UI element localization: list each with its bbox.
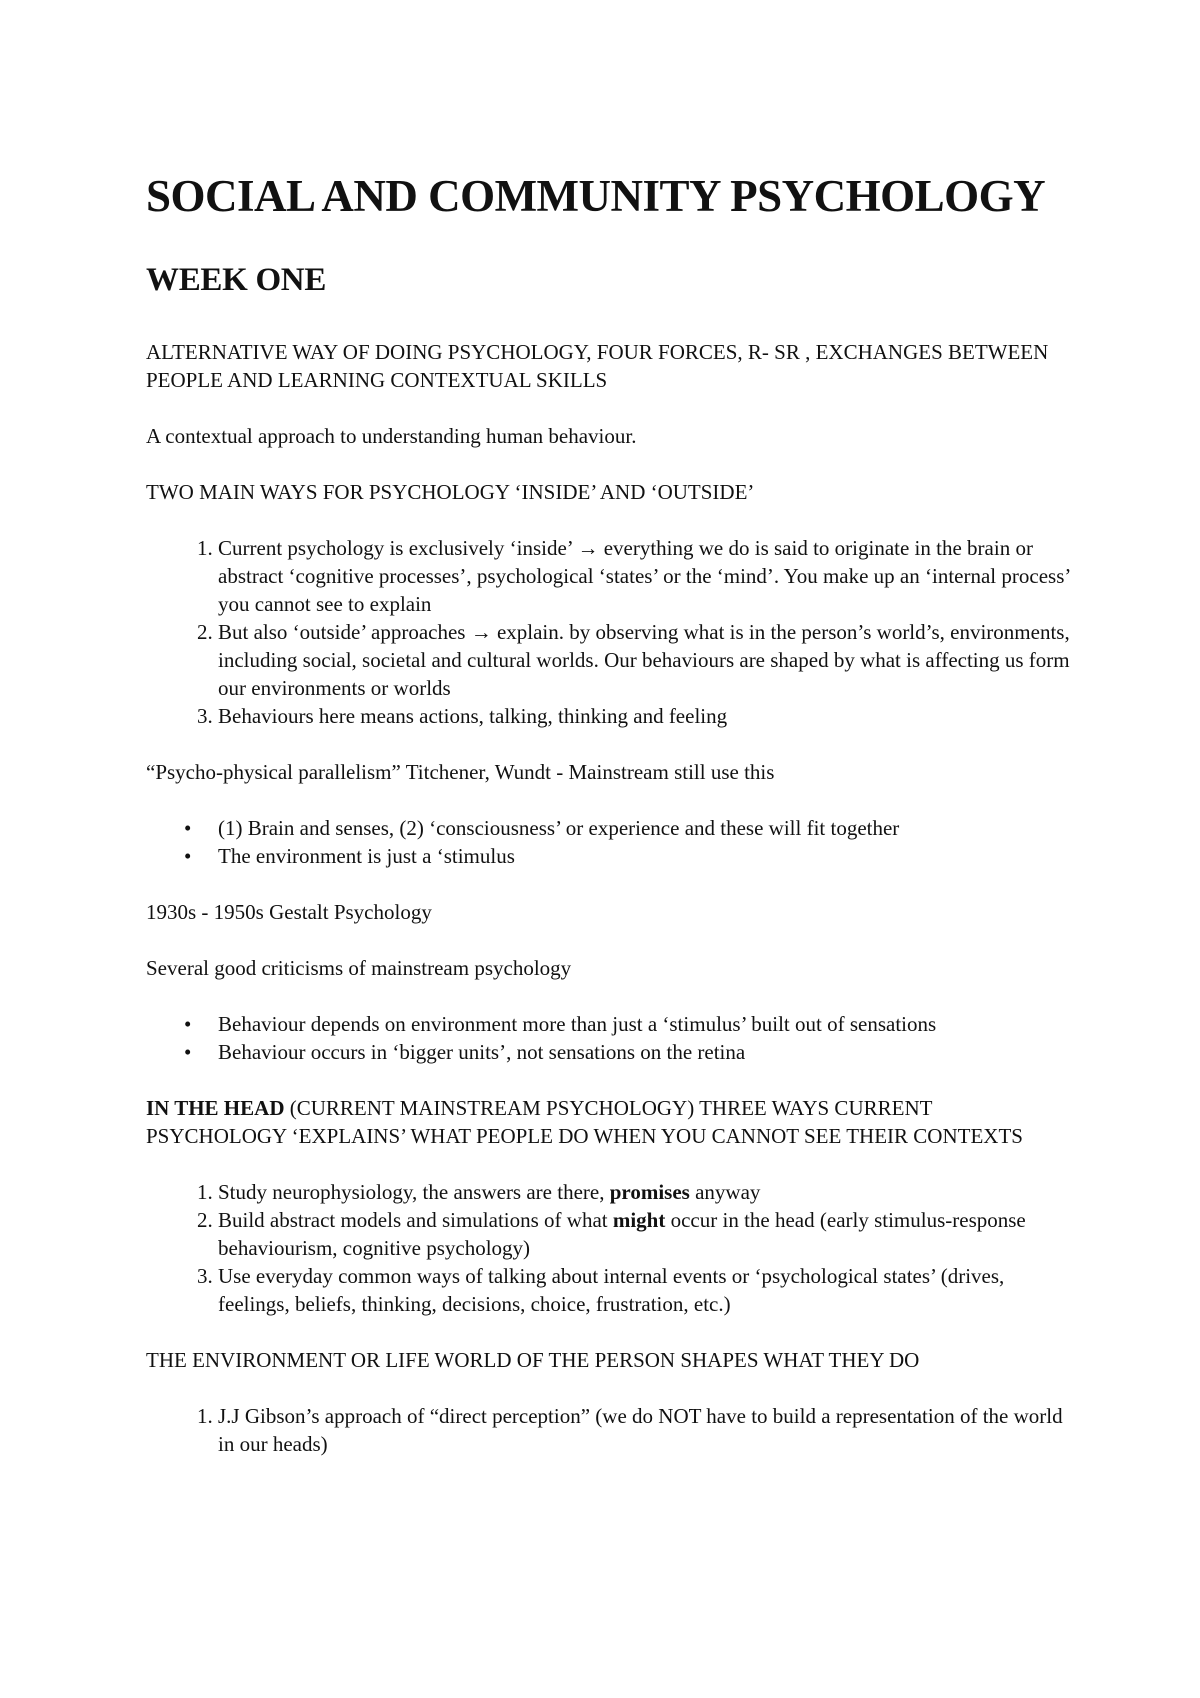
list-item	[184, 1038, 1076, 1066]
document-title: SOCIAL AND COMMUNITY PSYCHOLOGY	[146, 171, 1046, 221]
bullet-icon: •	[184, 1012, 192, 1036]
list-item	[184, 1010, 1076, 1038]
list-item	[218, 1178, 1076, 1206]
list-item	[218, 1206, 1076, 1262]
emphasis-text: promises	[609, 1180, 690, 1204]
document-page	[146, 168, 1076, 1458]
list-item-text: Behaviour depends on environment more than just a ‘stimulus’ built out of sensations	[218, 1012, 937, 1036]
list-item-text: Behaviour occurs in ‘bigger units’, not sensations on the retina	[218, 1040, 746, 1064]
environment-list	[146, 1402, 1076, 1458]
environment-heading: THE ENVIRONMENT OR LIFE WORLD OF THE PERSON SHAPES WHAT THEY DO	[146, 1348, 920, 1372]
list-item	[184, 842, 1076, 870]
gestalt-paragraph: 1930s - 1950s Gestalt Psychology	[146, 900, 432, 924]
week-heading: WEEK ONE	[146, 262, 327, 298]
two-ways-list	[146, 534, 1076, 730]
bullet-icon: •	[184, 816, 192, 840]
list-item: 2. But also ‘outside’ approaches → explain. by observing what is in the person’s world’s, environments, including social, societal and cultural worlds. Our behaviours are shaped by what is affecting us form our environments or worlds	[218, 618, 1076, 702]
list-item-text: anyway	[689, 1180, 761, 1204]
list-item	[184, 814, 1076, 842]
bullet-icon: •	[184, 1040, 192, 1064]
in-head-rest: (CURRENT MAINSTREAM PSYCHOLOGY) THREE WAYS CURRENT PSYCHOLOGY ‘EXPLAINS’ WHAT PEOPLE DO WHEN YOU CANNOT SEE THEIR CONTEXTS	[146, 1096, 1023, 1148]
list-item-text: The environment is just a ‘stimulus	[218, 844, 515, 868]
emphasis-text: might	[612, 1208, 666, 1232]
criticisms-paragraph: Several good criticisms of mainstream psychology	[146, 956, 572, 980]
in-head-list	[146, 1178, 1076, 1318]
list-item: 1. Current psychology is exclusively ‘inside’ → everything we do is said to originate in the brain or abstract ‘cognitive processes’, psychological ‘states’ or the ‘mind’. You make up an ‘internal process’ you cannot see to explain	[218, 534, 1076, 618]
parallelism-bullets	[146, 814, 1076, 870]
bullet-icon: •	[184, 844, 192, 868]
criticisms-bullets	[146, 1010, 1076, 1066]
list-item-text: Build abstract models and simulations of what	[218, 1208, 613, 1232]
topics-line: ALTERNATIVE WAY OF DOING PSYCHOLOGY, FOUR FORCES, R- SR , EXCHANGES BETWEEN PEOPLE AND LEARNING CONTEXTUAL SKILLS	[146, 340, 1049, 392]
list-item: 3. Use everyday common ways of talking about internal events or ‘psychological states’ (drives, feelings, beliefs, thinking, decisions, choice, frustration, etc.)	[218, 1262, 1076, 1318]
parallelism-paragraph: “Psycho-physical parallelism” Titchener, Wundt - Mainstream still use this	[146, 760, 775, 784]
list-item-text: Study neurophysiology, the answers are there,	[218, 1180, 610, 1204]
list-item: 1. J.J Gibson’s approach of “direct perception” (we do NOT have to build a representation of the world in our heads)	[218, 1402, 1076, 1458]
list-item-text: occur in the head (early stimulus-response behaviourism, cognitive psychology)	[218, 1208, 1026, 1260]
in-head-heading	[146, 1094, 1076, 1150]
list-item: 3. Behaviours here means actions, talking, thinking and feeling	[218, 702, 1076, 730]
two-ways-heading: TWO MAIN WAYS FOR PSYCHOLOGY ‘INSIDE’ AND ‘OUTSIDE’	[146, 480, 755, 504]
list-item-text: (1) Brain and senses, (2) ‘consciousness’ or experience and these will fit together	[218, 816, 900, 840]
intro-paragraph: A contextual approach to understanding human behaviour.	[146, 424, 637, 448]
in-head-bold: IN THE HEAD	[146, 1096, 285, 1120]
